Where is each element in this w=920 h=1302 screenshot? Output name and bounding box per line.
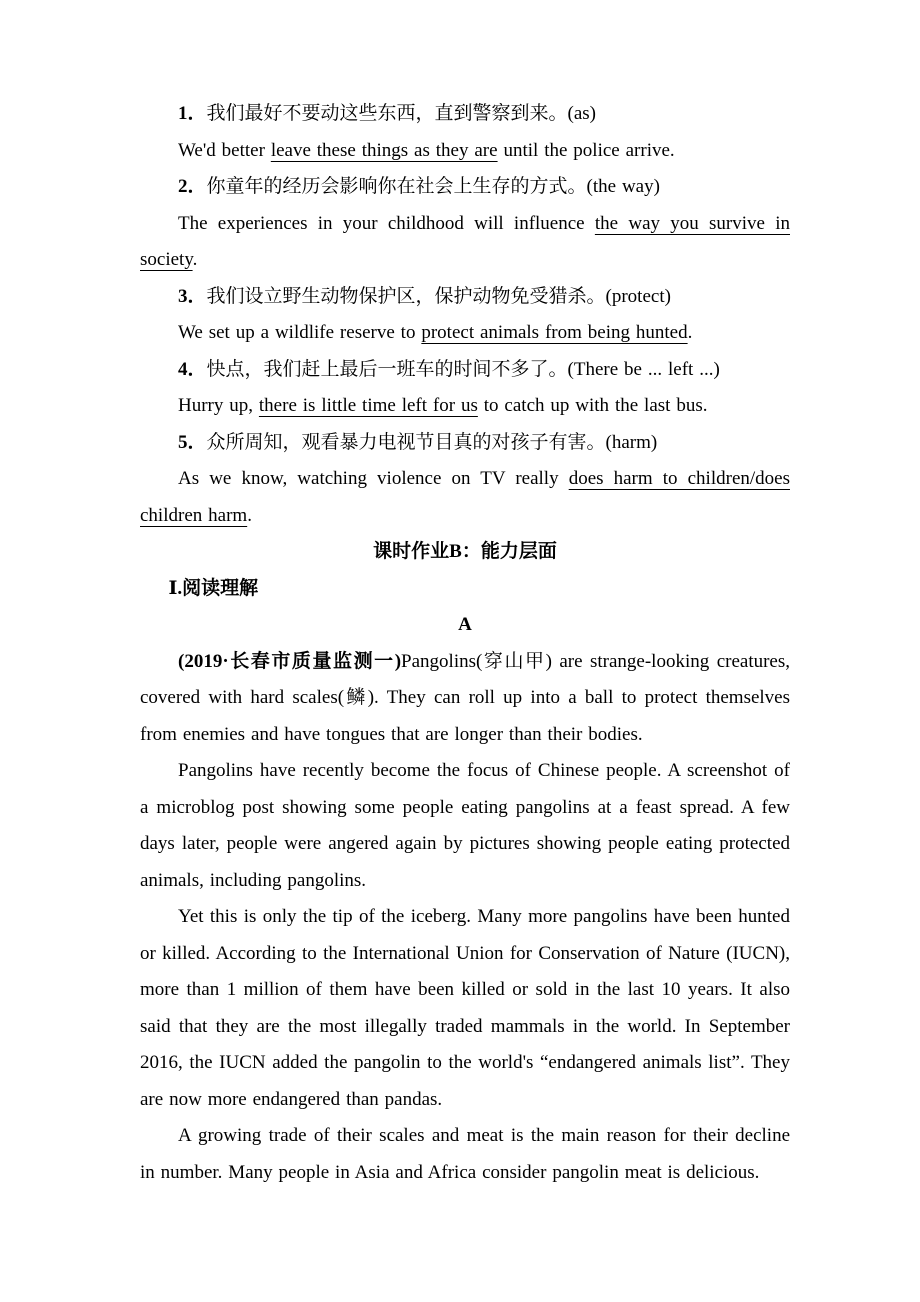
exercise-list <box>140 96 790 534</box>
exercise-answer <box>140 206 790 279</box>
answer-text: Hurry up, <box>178 395 259 416</box>
reading-comprehension-header: Ⅰ.阅读理解 <box>168 577 259 599</box>
passage-paragraphs <box>140 644 790 1192</box>
answer-text: until the police arrive. <box>497 139 675 161</box>
exercise-question: 1．我们最好不要动这些东西，直到警察到来。(as) <box>178 103 596 124</box>
exercise-number: 3． <box>178 285 207 307</box>
exercise-question: 4．快点，我们赶上最后一班车的时间不多了。(There be ... left ...) <box>178 358 720 380</box>
answer-blank: does harm to children/does children harm <box>140 468 790 526</box>
exercise-answer <box>140 461 790 534</box>
passage-paragraph <box>140 1118 790 1191</box>
answer-text: . <box>192 249 198 270</box>
exercise-answer <box>140 133 790 170</box>
passage-source: (2019·长春市质量监测一) <box>178 650 402 672</box>
passage-text: Pangolins(穿山甲) are strange-looking creatures, covered with hard scales(鳞). They can roll up into a ball to protect themselves from enemies and have tongues that are longer than their bodies. <box>140 650 791 745</box>
exercise-question: 3．我们设立野生动物保护区，保护动物免受猎杀。(protect) <box>178 285 671 307</box>
passage-text: Yet this is only the tip of the iceberg. Many more pangolins have been hunted or killed. According to the International Union for Conservation of Nature (IUCN), more than 1 million of them have been killed or sold in the last 10 years. It also said that they are the most illegally traded mammals in the world. In September 2016, the IUCN added the pangolin to the world's “endangered animals list”. They are now more endangered than pandas. <box>140 906 790 1110</box>
passage-label: A <box>458 614 472 635</box>
exercise-answer <box>140 315 790 352</box>
answer-blank: there is little time left for us <box>258 395 478 416</box>
answer-text: We set up a wildlife reserve to <box>178 322 422 343</box>
section-title: 课时作业B：能力层面 <box>373 541 557 562</box>
exercise-answer <box>140 388 790 425</box>
passage-paragraph <box>140 899 790 1118</box>
passage-text: A growing trade of their scales and meat is the main reason for their decline in number. Many people in Asia and Africa consider pangolin meat is delicious. <box>140 1125 790 1183</box>
exercise-question: 5．众所周知，观看暴力电视节目真的对孩子有害。(harm) <box>178 431 658 453</box>
exercise-number: 2． <box>178 176 207 197</box>
passage-paragraph <box>140 644 790 754</box>
answer-blank: leave these things as they are <box>270 139 498 161</box>
exercise-question: 2．你童年的经历会影响你在社会上生存的方式。(the way) <box>178 176 660 197</box>
passage-text: Pangolins have recently become the focus of Chinese people. A screenshot of a microblog post showing some people eating pangolins at a feast spread. A few days later, people were angered again by pictures showing people eating protected animals, including pangolins. <box>140 760 790 891</box>
answer-text: . <box>247 504 252 526</box>
answer-text: We'd better <box>178 139 271 161</box>
answer-blank: the way you survive in society <box>140 212 790 270</box>
answer-text: . <box>687 322 693 343</box>
exercise-number: 4． <box>178 358 207 380</box>
answer-text: As we know, watching violence on TV really <box>178 468 569 489</box>
answer-text: The experiences in your childhood will influence <box>178 212 595 234</box>
answer-text: to catch up with the last bus. <box>477 395 708 416</box>
passage-paragraph <box>140 753 790 899</box>
exercise-number: 5． <box>178 431 207 453</box>
answer-blank: protect animals from being hunted <box>421 322 688 343</box>
exercise-number: 1． <box>178 103 207 124</box>
